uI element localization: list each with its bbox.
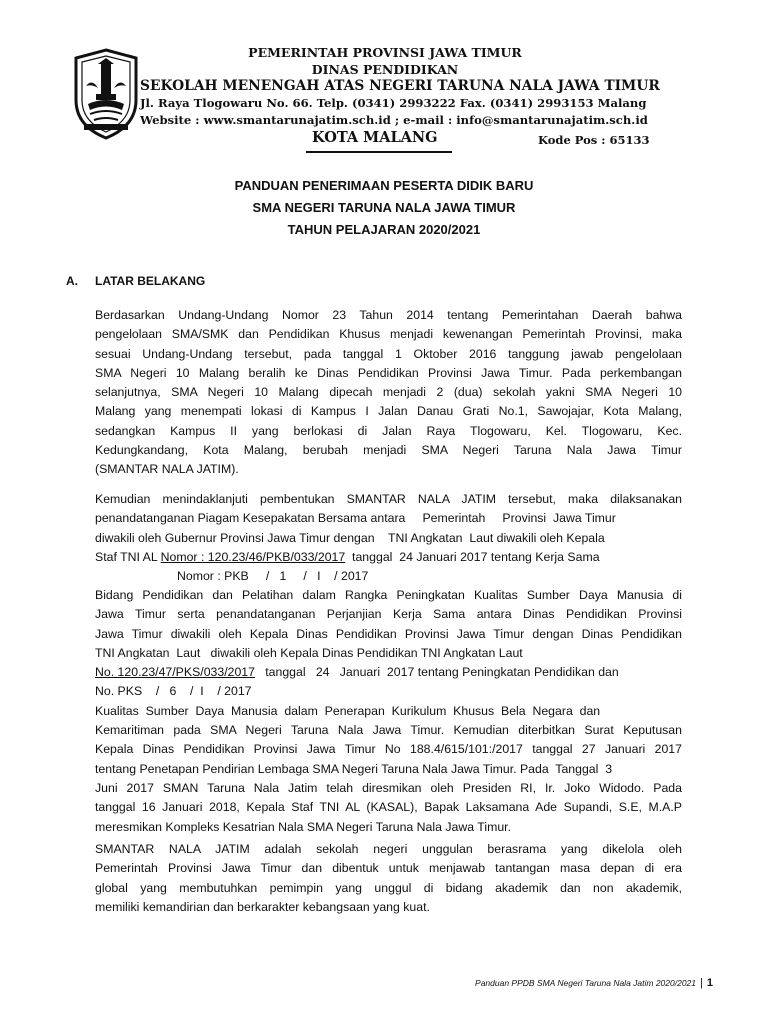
paragraph-line: meresmikan Kompleks Kesatrian Nala SMA Negeri Taruna Nala Jawa Timur. bbox=[95, 819, 511, 834]
letterhead-department: DINAS PENDIDIKAN bbox=[311, 62, 459, 77]
page-number: 1 bbox=[706, 977, 713, 989]
paragraph-line: tentang Penetapan Pendirian Lembaga SMA Negeri Taruna Nala Jawa Timur. Pada Tanggal 3 bbox=[95, 761, 613, 776]
paragraph-line: Berdasarkan Undang-Undang Nomor 23 Tahun 2014 tentang Pemerintahan Daerah bahwa bbox=[95, 308, 682, 322]
letterhead-divider bbox=[306, 151, 452, 153]
paragraph-line: pengelolaan SMA/SMK dan Pendidikan Khusus menjadi kewenangan Pemerintah Provinsi, maka bbox=[95, 327, 682, 342]
page-footer bbox=[475, 977, 713, 989]
paragraph-line: SMANTAR NALA JATIM adalah sekolah negeri unggulan berasrama yang dikelola oleh bbox=[95, 842, 682, 856]
section-number: A. bbox=[66, 274, 78, 288]
paragraph-line bbox=[95, 663, 682, 682]
paragraph-line: Malang yang menempati lokasi di Kampus I Jalan Danau Grati No.1, Sawojajar, Kota Malang, bbox=[95, 404, 682, 419]
jawa-timur-emblem-icon bbox=[72, 48, 140, 140]
paragraph-background-1 bbox=[95, 306, 682, 480]
paragraph-line: tanggal 16 Januari 2018, Kepala Staf TNI AL (KASAL), Bapak Laksamana Ade Supandi, S.E, M.A.P bbox=[95, 800, 682, 815]
paragraph-line: Kualitas Sumber Daya Manusia dalam Penerapan Kurikulum Khusus Bela Negara dan bbox=[95, 703, 601, 718]
document-title-line1: PANDUAN PENERIMAAN PESERTA DIDIK BARU bbox=[234, 178, 534, 193]
paragraph-line: Bidang Pendidikan dan Pelatihan dalam Rangka Peningkatan Kualitas Sumber Daya Manusia di bbox=[95, 588, 682, 602]
document-title-line2: SMA NEGERI TARUNA NALA JAWA TIMUR bbox=[252, 200, 516, 215]
paragraph-line: No. PKS / 6 / I / 2017 bbox=[95, 684, 252, 699]
paragraph-line: Kemaritiman pada SMA Negeri Taruna Nala Jawa Timur. Kemudian diterbitkan Surat Keputusan bbox=[95, 723, 682, 738]
letterhead-school-name: SEKOLAH MENENGAH ATAS NEGERI TARUNA NALA JAWA TIMUR bbox=[140, 78, 660, 94]
footer-text: Panduan PPDB SMA Negeri Taruna Nala Jatim 2020/2021 bbox=[475, 978, 697, 988]
agreement-number-pkb: Nomor : 120.23/46/PKB/033/2017 bbox=[160, 549, 346, 564]
letterhead-postal-code: Kode Pos : 65133 bbox=[538, 133, 650, 147]
paragraph-line: Kemudian menindaklanjuti pembentukan SMANTAR NALA JATIM tersebut, maka dilaksanakan bbox=[95, 492, 682, 506]
paragraph-background-3 bbox=[95, 840, 682, 917]
paragraph-line: selanjutnya, SMA Negeri 10 Malang dipecah menjadi 2 (dua) sekolah yakni SMA Negeri 10 bbox=[95, 385, 682, 400]
paragraph-line: Pemerintah Provinsi Jawa Timur dan dibentuk untuk menjawab tantangan masa depan di era bbox=[95, 861, 682, 876]
paragraph-line: Juni 2017 SMAN Taruna Nala Jatim telah diresmikan oleh Presiden RI, Ir. Joko Widodo. Pada bbox=[95, 780, 682, 795]
paragraph-line: diwakili oleh Gubernur Provinsi Jawa Timur dengan TNI Angkatan Laut diwakili oleh Kepala bbox=[95, 530, 605, 545]
paragraph-background-2 bbox=[95, 490, 682, 586]
paragraph-line: TNI Angkatan Laut diwakili oleh Kepala Dinas Pendidikan TNI Angkatan Laut bbox=[95, 645, 523, 660]
paragraph-line: Nomor : PKB / 1 / I / 2017 bbox=[177, 569, 369, 584]
paragraph-line: memiliki kemandirian dan berkarakter kebangsaan yang kuat. bbox=[95, 899, 430, 914]
paragraph-background-2b bbox=[95, 586, 682, 837]
agreement-prefix: Staf TNI AL bbox=[95, 549, 161, 564]
paragraph-line: penandatanganan Piagam Kesepakatan Bersama antara Pemerintah Provinsi Jawa Timur bbox=[95, 511, 616, 526]
paragraph-line: global yang membutuhkan pemimpin yang unggul di bidang akademik dan non akademik, bbox=[95, 880, 682, 895]
agreement-pks-suffix: tanggal 24 Januari 2017 tentang Peningkatan Pendidikan dan bbox=[255, 665, 619, 680]
letterhead-address: Jl. Raya Tlogowaru No. 66. Telp. (0341) 2993222 Fax. (0341) 2993153 Malang bbox=[140, 96, 647, 110]
letterhead-city: KOTA MALANG bbox=[312, 129, 438, 146]
letterhead-website-email: Website : www.smantarunajatim.sch.id ; e-mail : info@smantarunajatim.sch.id bbox=[140, 113, 648, 127]
agreement-number-pks: No. 120.23/47/PKS/033/2017 bbox=[95, 665, 255, 680]
paragraph-line: Jawa Timur diwakili oleh Kepala Dinas Pendidikan Provinsi Jawa Timur dengan Dinas Pendidikan bbox=[95, 626, 682, 641]
document-title-line3: TAHUN PELAJARAN 2020/2021 bbox=[287, 222, 481, 237]
paragraph-line: Jawa Timur serta penandatanganan Perjanjian Kerja Sama antara Dinas Pendidikan Provinsi bbox=[95, 607, 682, 622]
agreement-suffix: tanggal 24 Januari 2017 tentang Kerja Sama bbox=[345, 549, 600, 564]
paragraph-line bbox=[95, 548, 682, 567]
paragraph-line: SMA Negeri 10 Malang beralih ke Dinas Pendidikan Provinsi Jawa Timur. Pada perkembangan bbox=[95, 365, 682, 380]
footer-separator: | bbox=[700, 977, 703, 989]
paragraph-line: Kepala Dinas Pendidikan Provinsi Jawa Timur No 188.4/615/101:/2017 tanggal 27 Januari 2017 bbox=[95, 742, 682, 757]
paragraph-line: sesuai Undang-Undang tersebut, pada tanggal 1 Oktober 2016 tanggung jawab pengelolaan bbox=[95, 346, 682, 361]
paragraph-line: (SMANTAR NALA JATIM). bbox=[95, 462, 239, 477]
section-heading: LATAR BELAKANG bbox=[95, 274, 206, 288]
letterhead-government: PEMERINTAH PROVINSI JAWA TIMUR bbox=[248, 45, 522, 60]
paragraph-line: sedangkan Kampus II yang berlokasi di Jalan Raya Tlogowaru, Kel. Tlogowaru, Kec. bbox=[95, 423, 682, 438]
paragraph-line: Kedungkandang, Kota Malang, berubah menjadi SMA Negeri Taruna Nala Jawa Timur bbox=[95, 443, 682, 458]
